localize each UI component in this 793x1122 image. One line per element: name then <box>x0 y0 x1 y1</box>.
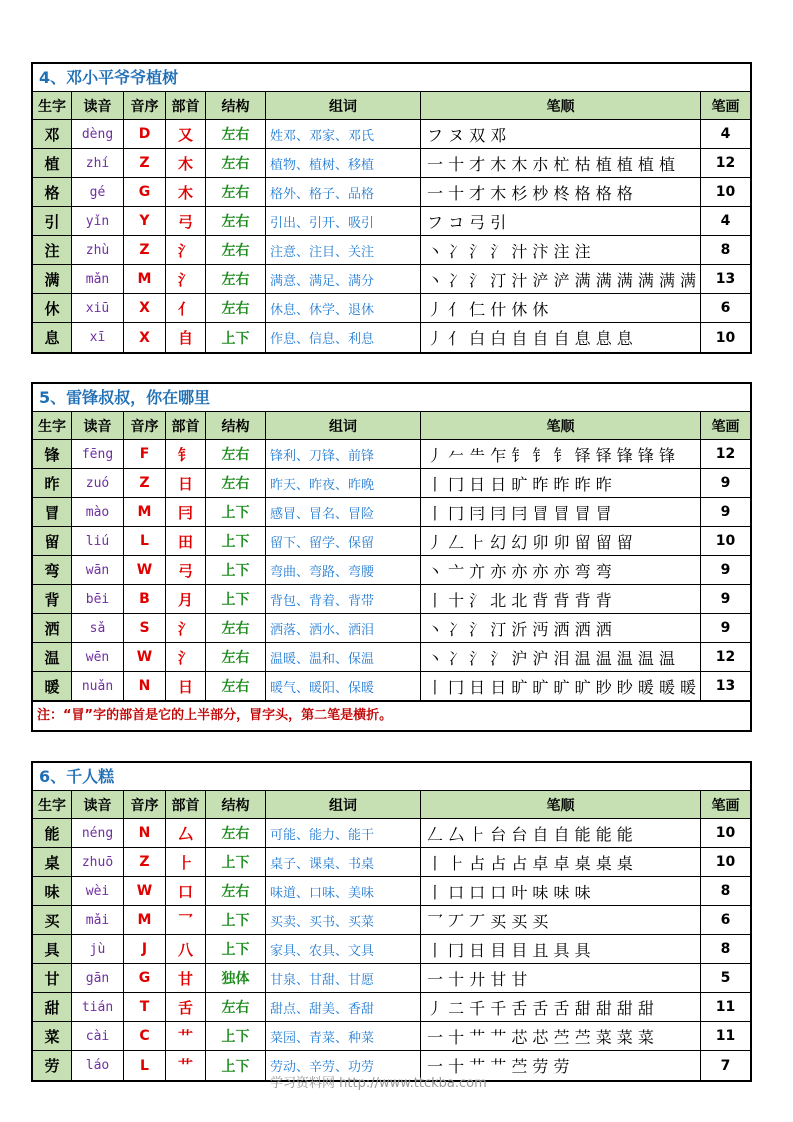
character-cell: 冒 <box>33 498 72 526</box>
words-cell: 背包、背着、背带 <box>266 585 421 613</box>
stroke-order-cell: 丨 冂 冃 冃 冃 冒 冒 冒 冒 <box>421 498 701 526</box>
structure-cell: 左右 <box>206 614 266 642</box>
pinyin-cell: néng <box>72 819 124 847</box>
words-cell: 格外、格子、品格 <box>266 178 421 206</box>
table-row <box>33 906 750 935</box>
character-cell: 能 <box>33 819 72 847</box>
pinyin-cell: cài <box>72 1022 124 1050</box>
header-cell: 笔画 <box>711 418 740 435</box>
words-cell: 温暖、温和、保温 <box>266 643 421 671</box>
character-cell: 具 <box>33 935 72 963</box>
index-letter-cell: Z <box>124 149 166 177</box>
structure-cell: 上下 <box>206 935 266 963</box>
radical-cell: 自 <box>166 323 206 352</box>
structure-cell: 左右 <box>206 993 266 1021</box>
stroke-count-cell: 10 <box>715 184 736 200</box>
pinyin-cell: dèng <box>72 120 124 148</box>
character-cell: 甘 <box>33 964 72 992</box>
stroke-count-cell: 10 <box>715 533 736 549</box>
stroke-count-cell: 11 <box>715 999 736 1015</box>
stroke-count-cell: 10 <box>715 329 736 346</box>
structure-cell: 左右 <box>206 178 266 206</box>
table-row <box>33 935 750 964</box>
structure-cell: 左右 <box>206 120 266 148</box>
table-row <box>33 178 750 207</box>
pinyin-cell: láo <box>72 1051 124 1080</box>
radical-cell: 田 <box>166 527 206 555</box>
stroke-order-cell: 一 十 廾 甘 甘 <box>421 964 701 992</box>
stroke-count-cell: 4 <box>720 213 731 229</box>
header-cell: 读音 <box>72 412 124 439</box>
radical-cell: 日 <box>166 469 206 497</box>
words-cell: 洒落、洒水、洒泪 <box>266 614 421 642</box>
character-cell: 锋 <box>33 440 72 468</box>
table-row <box>33 265 750 294</box>
words-cell: 作息、信息、利息 <box>266 323 421 352</box>
stroke-order-cell: 𠃋 厶 ⺊ 台 台 自 自 能 能 能 <box>421 819 701 847</box>
character-cell: 甜 <box>33 993 72 1021</box>
character-cell: 满 <box>33 265 72 293</box>
words-cell: 暖气、暖阳、保暖 <box>266 672 421 700</box>
pinyin-cell: fēng <box>72 440 124 468</box>
stroke-count-cell: 8 <box>720 883 731 899</box>
table-note: 注：“冒”字的部首是它的上半部分，冒字头，第二笔是横折。 <box>33 701 750 730</box>
radical-cell: 口 <box>166 877 206 905</box>
words-cell: 味道、口味、美味 <box>266 877 421 905</box>
stroke-count-cell: 9 <box>720 475 731 491</box>
character-cell: 背 <box>33 585 72 613</box>
table-row <box>33 964 750 993</box>
radical-cell: 乛 <box>166 906 206 934</box>
index-letter-cell: M <box>124 498 166 526</box>
index-letter-cell: W <box>124 643 166 671</box>
stroke-order-cell: フ コ 弓 引 <box>421 207 701 235</box>
structure-cell: 上下 <box>206 527 266 555</box>
structure-cell: 上下 <box>206 323 266 352</box>
structure-cell: 独体 <box>206 964 266 992</box>
header-cell: 部首 <box>166 412 206 439</box>
stroke-order-cell: フ ヌ 双 邓 <box>421 120 701 148</box>
lesson-title: 5、雷锋叔叔，你在哪里 <box>33 384 750 412</box>
stroke-count-cell: 10 <box>715 825 736 841</box>
lesson-table <box>31 761 752 1082</box>
structure-cell: 左右 <box>206 469 266 497</box>
header-cell: 音序 <box>124 92 166 119</box>
pinyin-cell: wèi <box>72 877 124 905</box>
pinyin-cell: xī <box>72 323 124 352</box>
table-row <box>33 323 750 352</box>
index-letter-cell: Z <box>124 469 166 497</box>
index-letter-cell: B <box>124 585 166 613</box>
character-cell: 味 <box>33 877 72 905</box>
stroke-order-cell: 丿 亻 仁 什 休 休 <box>421 294 701 322</box>
header-cell: 生字 <box>33 412 72 439</box>
stroke-count-cell: 9 <box>720 591 731 607</box>
table-row <box>33 527 750 556</box>
radical-cell: 又 <box>166 120 206 148</box>
stroke-order-cell: 丨 ⺊ 占 占 占 卓 卓 桌 桌 桌 <box>421 848 701 876</box>
stroke-count-cell: 9 <box>720 562 731 578</box>
structure-cell: 左右 <box>206 149 266 177</box>
index-letter-cell: N <box>124 819 166 847</box>
header-cell: 部首 <box>166 791 206 818</box>
pinyin-cell: bēi <box>72 585 124 613</box>
radical-cell: 木 <box>166 149 206 177</box>
watermark: 学习资料网 http://www.ttckba.com <box>270 1076 487 1091</box>
table-row <box>33 556 750 585</box>
words-cell: 桌子、课桌、书桌 <box>266 848 421 876</box>
words-cell: 感冒、冒名、冒险 <box>266 498 421 526</box>
lesson-table <box>31 62 752 354</box>
header-cell: 部首 <box>166 92 206 119</box>
stroke-count-cell: 4 <box>720 126 731 142</box>
radical-cell: 舌 <box>166 993 206 1021</box>
words-cell: 姓邓、邓家、邓氏 <box>266 120 421 148</box>
stroke-count-cell: 6 <box>720 912 731 928</box>
header-cell: 笔顺 <box>421 412 701 439</box>
character-cell: 买 <box>33 906 72 934</box>
table-header <box>33 92 750 120</box>
stroke-order-cell: 丨 十 ⺡ 北 北 背 背 背 背 <box>421 585 701 613</box>
radical-cell: 钅 <box>166 440 206 468</box>
stroke-order-cell: 乛 丆 丆 买 买 买 <box>421 906 701 934</box>
table-row <box>33 294 750 323</box>
table-row <box>33 672 750 701</box>
table-row <box>33 236 750 265</box>
words-cell: 引出、引开、吸引 <box>266 207 421 235</box>
pinyin-cell: mǎi <box>72 906 124 934</box>
words-cell: 弯曲、弯路、弯腰 <box>266 556 421 584</box>
character-cell: 菜 <box>33 1022 72 1050</box>
structure-cell: 左右 <box>206 294 266 322</box>
index-letter-cell: Z <box>124 848 166 876</box>
character-cell: 邓 <box>33 120 72 148</box>
pinyin-cell: tián <box>72 993 124 1021</box>
index-letter-cell: L <box>124 527 166 555</box>
words-cell: 买卖、买书、买菜 <box>266 906 421 934</box>
character-cell: 劳 <box>33 1051 72 1080</box>
header-cell: 生字 <box>33 92 72 119</box>
structure-cell: 上下 <box>206 1051 266 1080</box>
structure-cell: 上下 <box>206 848 266 876</box>
structure-cell: 左右 <box>206 440 266 468</box>
stroke-order-cell: 一 十 艹 艹 芯 芯 苎 苎 菜 菜 菜 <box>421 1022 701 1050</box>
header-cell: 读音 <box>72 791 124 818</box>
character-cell: 留 <box>33 527 72 555</box>
stroke-count-cell: 7 <box>720 1057 731 1074</box>
stroke-order-cell: 丿 𠂉 ⺧ 乍 钅 钅 钅 铎 铎 锋 锋 锋 <box>421 440 701 468</box>
index-letter-cell: J <box>124 935 166 963</box>
index-letter-cell: G <box>124 178 166 206</box>
table-row <box>33 877 750 906</box>
radical-cell: 八 <box>166 935 206 963</box>
pinyin-cell: nuǎn <box>72 672 124 700</box>
header-cell: 组词 <box>266 92 421 119</box>
index-letter-cell: L <box>124 1051 166 1080</box>
character-cell: 暖 <box>33 672 72 700</box>
index-letter-cell: M <box>124 906 166 934</box>
table-row <box>33 614 750 643</box>
radical-cell: 艹 <box>166 1022 206 1050</box>
pinyin-cell: gān <box>72 964 124 992</box>
radical-cell: 冃 <box>166 498 206 526</box>
stroke-order-cell: 丿 二 千 千 舌 舌 舌 甜 甜 甜 甜 <box>421 993 701 1021</box>
header-cell: 笔画 <box>711 797 740 814</box>
table-row <box>33 1022 750 1051</box>
words-cell: 留下、留学、保留 <box>266 527 421 555</box>
words-cell: 休息、休学、退休 <box>266 294 421 322</box>
header-cell: 音序 <box>124 412 166 439</box>
index-letter-cell: D <box>124 120 166 148</box>
index-letter-cell: F <box>124 440 166 468</box>
character-cell: 昨 <box>33 469 72 497</box>
pinyin-cell: liú <box>72 527 124 555</box>
pinyin-cell: zhuō <box>72 848 124 876</box>
lesson-table <box>31 382 752 732</box>
character-cell: 休 <box>33 294 72 322</box>
character-cell: 格 <box>33 178 72 206</box>
pinyin-cell: mào <box>72 498 124 526</box>
table-row <box>33 848 750 877</box>
radical-cell: 氵 <box>166 236 206 264</box>
stroke-count-cell: 12 <box>715 649 736 665</box>
index-letter-cell: X <box>124 294 166 322</box>
stroke-count-cell: 5 <box>720 970 731 986</box>
character-cell: 引 <box>33 207 72 235</box>
words-cell: 甘泉、甘甜、甘愿 <box>266 964 421 992</box>
stroke-order-cell: 丶 亠 亣 亦 亦 亦 亦 弯 弯 <box>421 556 701 584</box>
radical-cell: 日 <box>166 672 206 700</box>
index-letter-cell: S <box>124 614 166 642</box>
stroke-count-cell: 8 <box>720 941 731 957</box>
pinyin-cell: gé <box>72 178 124 206</box>
stroke-order-cell: 一 十 才 木 杉 杪 柊 格 格 格 <box>421 178 701 206</box>
table-row <box>33 469 750 498</box>
structure-cell: 左右 <box>206 236 266 264</box>
index-letter-cell: X <box>124 323 166 352</box>
table-row <box>33 120 750 149</box>
character-cell: 注 <box>33 236 72 264</box>
radical-cell: 氵 <box>166 614 206 642</box>
radical-cell: 弓 <box>166 207 206 235</box>
words-cell: 可能、能力、能干 <box>266 819 421 847</box>
header-cell: 笔顺 <box>421 791 701 818</box>
header-cell: 组词 <box>266 791 421 818</box>
words-cell: 注意、注目、关注 <box>266 236 421 264</box>
index-letter-cell: Y <box>124 207 166 235</box>
structure-cell: 左右 <box>206 265 266 293</box>
words-cell: 家具、农具、文具 <box>266 935 421 963</box>
stroke-count-cell: 10 <box>715 854 736 870</box>
structure-cell: 上下 <box>206 1022 266 1050</box>
index-letter-cell: M <box>124 265 166 293</box>
stroke-count-cell: 13 <box>715 271 736 287</box>
index-letter-cell: C <box>124 1022 166 1050</box>
header-cell: 笔画 <box>711 98 740 115</box>
header-cell: 结构 <box>206 791 266 818</box>
character-cell: 植 <box>33 149 72 177</box>
index-letter-cell: W <box>124 556 166 584</box>
character-cell: 弯 <box>33 556 72 584</box>
pinyin-cell: wān <box>72 556 124 584</box>
stroke-order-cell: 丨 口 口 口 叶 味 味 味 <box>421 877 701 905</box>
words-cell: 锋利、刀锋、前锋 <box>266 440 421 468</box>
radical-cell: ⺊ <box>166 848 206 876</box>
stroke-count-cell: 8 <box>720 242 731 258</box>
radical-cell: 氵 <box>166 643 206 671</box>
table-row <box>33 440 750 469</box>
index-letter-cell: W <box>124 877 166 905</box>
lesson-title: 4、邓小平爷爷植树 <box>33 64 750 92</box>
character-cell: 温 <box>33 643 72 671</box>
structure-cell: 左右 <box>206 672 266 700</box>
table-row <box>33 149 750 178</box>
radical-cell: 艹 <box>166 1051 206 1080</box>
lesson-title: 6、千人糕 <box>33 763 750 791</box>
structure-cell: 上下 <box>206 556 266 584</box>
index-letter-cell: N <box>124 672 166 700</box>
header-cell: 笔顺 <box>421 92 701 119</box>
header-cell: 音序 <box>124 791 166 818</box>
table-header <box>33 412 750 440</box>
character-cell: 桌 <box>33 848 72 876</box>
radical-cell: 甘 <box>166 964 206 992</box>
stroke-order-cell: 丨 冂 日 日 旷 旷 旷 旷 眇 眇 暖 暖 暖 <box>421 672 701 700</box>
stroke-order-cell: 丿 亻 白 白 自 自 自 息 息 息 <box>421 323 701 352</box>
stroke-order-cell: 丶 冫 氵 汀 汁 浐 浐 满 满 满 满 满 满 <box>421 265 701 293</box>
radical-cell: 弓 <box>166 556 206 584</box>
stroke-order-cell: 一 十 艹 艹 苎 劳 劳 <box>421 1051 701 1080</box>
stroke-order-cell: 一 十 才 木 木 朩 杧 枯 植 植 植 植 <box>421 149 701 177</box>
header-cell: 读音 <box>72 92 124 119</box>
stroke-count-cell: 12 <box>715 155 736 171</box>
pinyin-cell: jù <box>72 935 124 963</box>
words-cell: 劳动、辛劳、功劳 <box>266 1051 421 1080</box>
stroke-order-cell: 丶 冫 氵 氵 沪 沪 泪 温 温 温 温 温 <box>421 643 701 671</box>
table-row <box>33 819 750 848</box>
index-letter-cell: T <box>124 993 166 1021</box>
radical-cell: 氵 <box>166 265 206 293</box>
character-cell: 息 <box>33 323 72 352</box>
structure-cell: 左右 <box>206 819 266 847</box>
index-letter-cell: Z <box>124 236 166 264</box>
radical-cell: 木 <box>166 178 206 206</box>
structure-cell: 上下 <box>206 585 266 613</box>
structure-cell: 左右 <box>206 643 266 671</box>
pinyin-cell: wēn <box>72 643 124 671</box>
stroke-count-cell: 6 <box>720 300 731 316</box>
stroke-count-cell: 9 <box>720 504 731 520</box>
table-row <box>33 993 750 1022</box>
table-header <box>33 791 750 819</box>
words-cell: 满意、满足、满分 <box>266 265 421 293</box>
structure-cell: 左右 <box>206 207 266 235</box>
header-cell: 生字 <box>33 791 72 818</box>
pinyin-cell: zhí <box>72 149 124 177</box>
words-cell: 菜园、青菜、种菜 <box>266 1022 421 1050</box>
table-row <box>33 498 750 527</box>
stroke-order-cell: 丶 冫 氵 汀 沂 沔 洒 洒 洒 <box>421 614 701 642</box>
pinyin-cell: mǎn <box>72 265 124 293</box>
structure-cell: 左右 <box>206 877 266 905</box>
stroke-order-cell: 丶 冫 氵 氵 汁 汴 注 注 <box>421 236 701 264</box>
stroke-count-cell: 13 <box>715 678 736 694</box>
pinyin-cell: yǐn <box>72 207 124 235</box>
stroke-order-cell: 丨 冂 日 日 旷 昨 昨 昨 昨 <box>421 469 701 497</box>
stroke-count-cell: 12 <box>715 446 736 462</box>
pinyin-cell: zuó <box>72 469 124 497</box>
table-row <box>33 643 750 672</box>
header-cell: 结构 <box>206 92 266 119</box>
radical-cell: 亻 <box>166 294 206 322</box>
stroke-count-cell: 9 <box>720 620 731 636</box>
character-cell: 洒 <box>33 614 72 642</box>
words-cell: 甜点、甜美、香甜 <box>266 993 421 1021</box>
stroke-order-cell: 丨 冂 日 目 目 且 具 具 <box>421 935 701 963</box>
structure-cell: 上下 <box>206 906 266 934</box>
table-row <box>33 207 750 236</box>
radical-cell: 月 <box>166 585 206 613</box>
pinyin-cell: sǎ <box>72 614 124 642</box>
structure-cell: 上下 <box>206 498 266 526</box>
table-row <box>33 585 750 614</box>
index-letter-cell: G <box>124 964 166 992</box>
words-cell: 植物、植树、移植 <box>266 149 421 177</box>
pinyin-cell: xiū <box>72 294 124 322</box>
stroke-count-cell: 11 <box>715 1028 736 1044</box>
radical-cell: 厶 <box>166 819 206 847</box>
header-cell: 结构 <box>206 412 266 439</box>
stroke-order-cell: 丿 𠃋 ⺊ 幻 幻 卯 卯 留 留 留 <box>421 527 701 555</box>
header-cell: 组词 <box>266 412 421 439</box>
words-cell: 昨天、昨夜、昨晚 <box>266 469 421 497</box>
pinyin-cell: zhù <box>72 236 124 264</box>
